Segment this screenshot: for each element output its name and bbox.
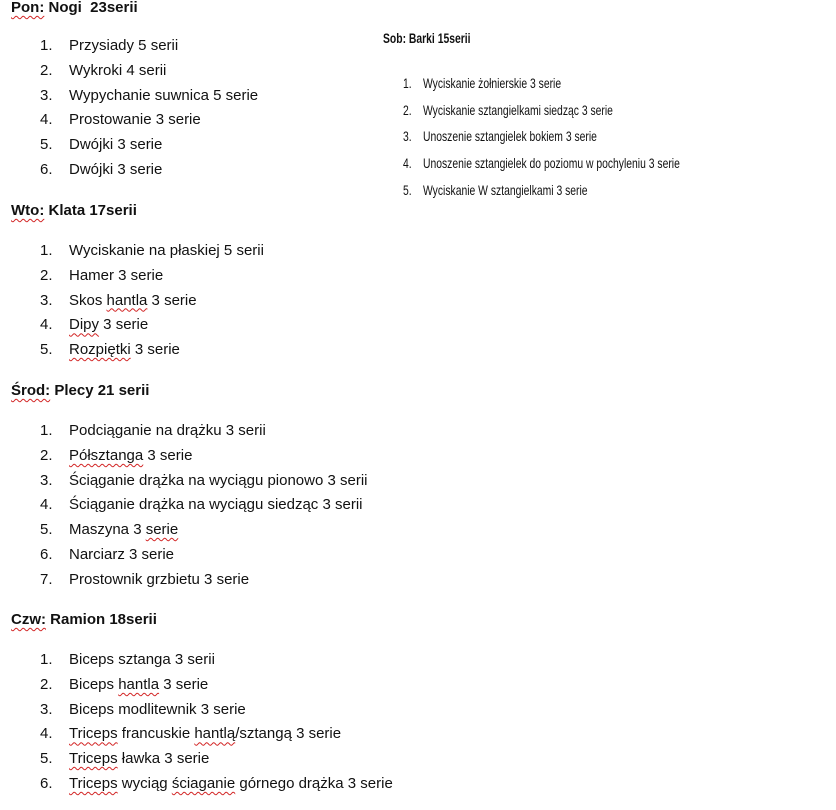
item-number: 4. (403, 155, 412, 172)
day-label-wednesday: Środ: (11, 382, 51, 399)
misspelled-word: hantla (118, 675, 160, 693)
item-text: Ściąganie drążka na wyciągu siedząc 3 serii (69, 496, 363, 514)
item-number: 4. (40, 316, 53, 334)
heading-thursday (11, 611, 157, 629)
heading-title-monday: Nogi 23serii (48, 0, 138, 16)
item-text: Dwójki 3 serie (69, 136, 163, 154)
item-text: Wyciskanie sztangielkami siedząc 3 serie (423, 101, 613, 118)
misspelled-word: hantla (106, 291, 148, 309)
misspelled-word: Dipy (69, 316, 100, 334)
heading-title-thursday: Ramion 18serii (50, 611, 157, 628)
item-text-part: Biceps (69, 675, 119, 693)
heading-monday (11, 0, 138, 17)
item-text: Prostowanie 3 serie (69, 111, 201, 129)
item-text-part: 3 serie (147, 291, 197, 309)
item-number: 2. (40, 446, 53, 464)
item-number: 4. (40, 496, 53, 514)
item-text (69, 518, 178, 543)
item-text: Wyciskanie żołnierskie 3 serie (423, 75, 562, 91)
item-number: 1. (40, 422, 53, 439)
heading-title-tuesday: Klata 17serii (48, 202, 137, 219)
heading-tuesday (11, 202, 137, 220)
misspelled-word: ściaganie (171, 774, 236, 792)
item-text-part: wyciąg (117, 774, 172, 792)
item-number: 1. (40, 242, 53, 259)
item-number: 2. (40, 266, 53, 284)
item-text: Narciarz 3 serie (69, 545, 175, 563)
item-number: 3. (40, 291, 53, 309)
misspelled-word: Rozpiętki (69, 341, 131, 359)
item-text: Dwójki 3 serie (69, 160, 163, 178)
day-label-thursday: Czw: (11, 611, 46, 628)
item-number: 3. (40, 700, 53, 718)
item-text (69, 444, 192, 469)
item-text (69, 673, 208, 698)
misspelled-word: hantlą (194, 725, 236, 743)
heading-wednesday (11, 382, 149, 400)
item-number: 6. (40, 545, 53, 563)
misspelled-word: Półsztanga (69, 446, 144, 464)
item-text-part: francuskie (117, 725, 195, 743)
misspelled-word: Triceps (69, 725, 118, 743)
item-text-part: Skos (69, 291, 107, 309)
item-text-part: 3 serie (143, 446, 193, 464)
item-text: Biceps modlitewnik 3 serie (69, 700, 246, 718)
misspelled-word: Triceps (69, 750, 118, 768)
day-label-tuesday: Wto: (11, 202, 45, 219)
item-number: 1. (40, 37, 53, 54)
item-text (69, 772, 393, 797)
item-number: 3. (40, 471, 53, 489)
heading-saturday: Sob: Barki 15serii (383, 30, 471, 46)
item-text: Unoszenie sztangielek bokiem 3 serie (423, 128, 597, 145)
item-text-part: 3 serie (130, 341, 180, 359)
item-text-part: ławka 3 serie (117, 750, 210, 768)
item-text: Ściąganie drążka na wyciągu pionowo 3 serii (69, 471, 368, 489)
item-number: 2. (403, 101, 412, 118)
item-text: Przysiady 5 serii (69, 37, 179, 54)
item-number: 6. (40, 774, 53, 792)
item-text (69, 722, 341, 747)
item-number: 5. (40, 750, 53, 768)
misspelled-word: serie (145, 521, 179, 539)
misspelled-word: Triceps (69, 774, 118, 792)
item-number: 2. (40, 61, 53, 79)
item-number: 5. (403, 181, 412, 198)
item-number: 5. (40, 521, 53, 539)
heading-title-wednesday: Plecy 21 serii (54, 382, 150, 399)
item-text: Prostownik grzbietu 3 serie (69, 570, 250, 588)
item-text (69, 313, 148, 338)
item-text (69, 289, 197, 314)
item-text: Wypychanie suwnica 5 serie (69, 86, 259, 104)
item-text (69, 338, 180, 363)
item-text-part: 3 serie (159, 675, 209, 693)
item-number: 6. (40, 160, 53, 178)
item-text-part: Maszyna 3 (69, 521, 146, 539)
item-text: Podciąganie na drążku 3 serii (69, 422, 266, 439)
item-text-part: 3 serie (99, 316, 149, 334)
item-number: 4. (40, 725, 53, 743)
item-number: 4. (40, 111, 53, 129)
item-text: Hamer 3 serie (69, 266, 164, 284)
item-number: 5. (40, 341, 53, 359)
item-text-part: /sztangą 3 serie (235, 725, 342, 743)
item-text: Wykroki 4 serii (69, 61, 167, 79)
item-number: 1. (40, 651, 53, 668)
item-text: Wyciskanie W sztangielkami 3 serie (423, 181, 588, 198)
item-number: 3. (40, 86, 53, 104)
day-label-monday: Pon: (11, 0, 45, 16)
item-text (69, 747, 209, 772)
item-text-part: górnego drążka 3 serie (235, 774, 393, 792)
item-number: 7. (40, 570, 53, 588)
item-number: 1. (403, 75, 412, 91)
item-text: Unoszenie sztangielek do poziomu w pochyleniu 3 serie (423, 155, 680, 172)
item-text: Biceps sztanga 3 serii (69, 651, 215, 668)
item-number: 2. (40, 675, 53, 693)
item-number: 5. (40, 136, 53, 154)
item-text: Wyciskanie na płaskiej 5 serii (69, 242, 264, 259)
item-number: 3. (403, 128, 412, 145)
